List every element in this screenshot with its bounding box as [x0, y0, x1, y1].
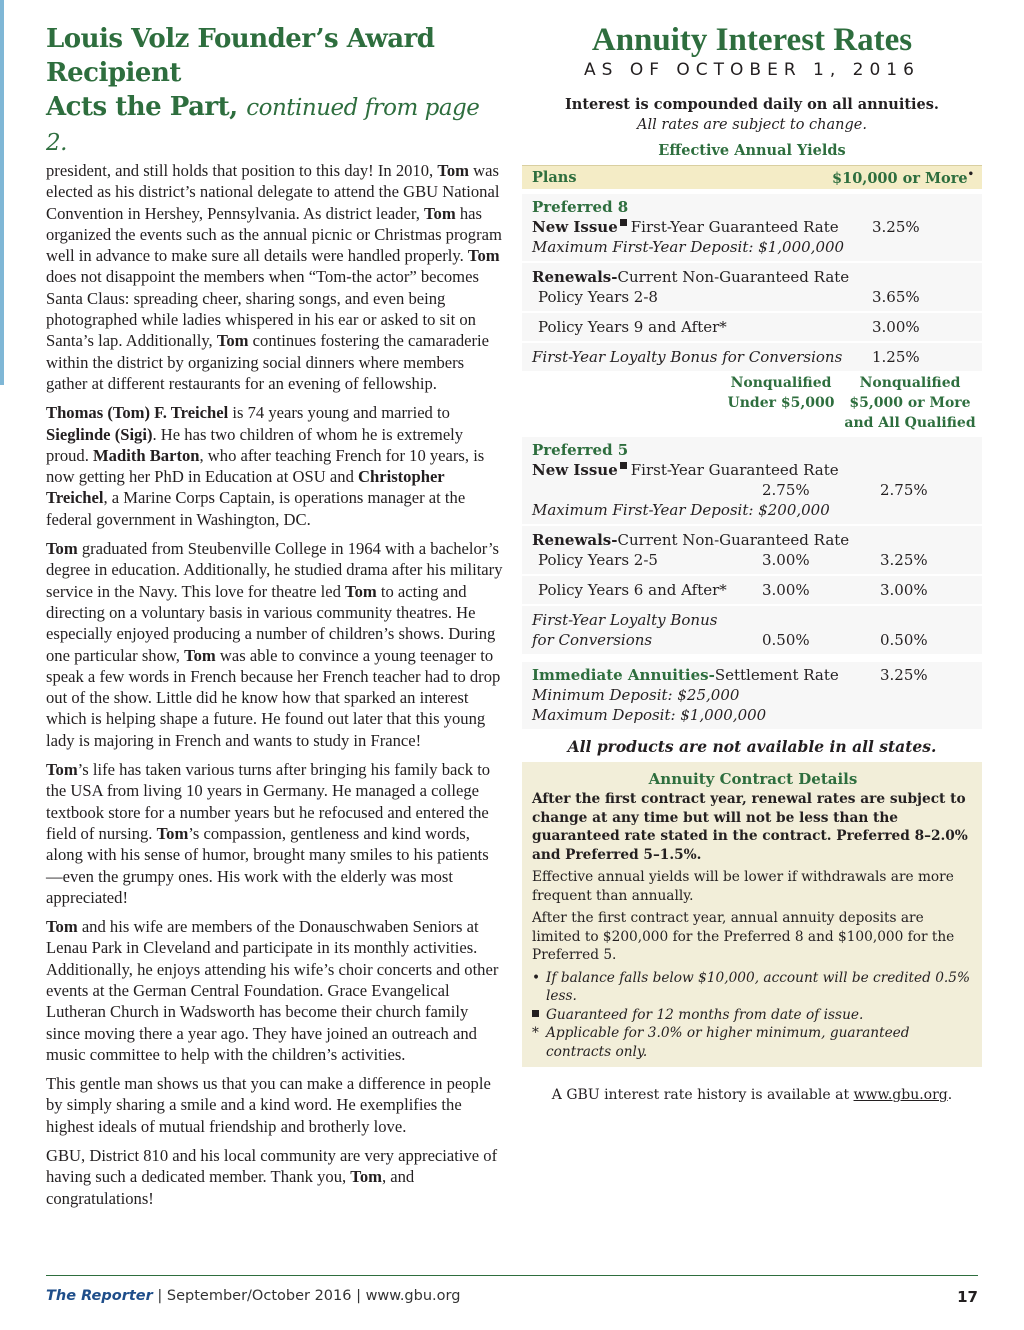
- text-run: was elected as his district’s national delegate to attend the GBU National Convention in Hershey, Pennsylvania. As district leader,: [46, 161, 500, 223]
- min-deposit: Minimum Deposit: $25,000: [532, 685, 740, 704]
- article-title: [46, 22, 504, 160]
- preferred-5-name: Preferred 5: [532, 440, 629, 459]
- text-run: is 74 years young and married to: [228, 403, 450, 423]
- bold-name: Tom: [424, 203, 456, 223]
- divider: [522, 261, 982, 263]
- rate-value: 3.25%: [872, 217, 920, 236]
- divider: [522, 604, 982, 606]
- table-row: Policy Years 9 and After* 3.00%: [538, 317, 920, 336]
- article-paragraph: [46, 538, 504, 751]
- bold-name: Tom: [46, 917, 78, 937]
- max-deposit: Maximum Deposit: $1,000,000: [532, 705, 767, 724]
- effective-yields-label: Effective Annual Yields: [658, 142, 846, 159]
- divider: [522, 524, 982, 526]
- footnote-asterisk: * Applicable for 3.0% or higher minimum, guaranteed contracts only.: [532, 1025, 910, 1060]
- text-run: was able to convince a young teenager to speak a few words in French because her French teacher had to drop out of the show. Little did he know how that sparked an interest which is helping shape a future. He found out later that this young lady is majoring in French and wants to study in France!: [46, 645, 501, 750]
- text-run: to acting and directing on a voluntary basis in various community theatres. He especially enjoyed producing a number of children’s shows. During one particular show,: [46, 581, 496, 665]
- compounded-note: Interest is compounded daily on all annuities.: [565, 96, 939, 113]
- table-row: Policy Years 2-8 3.65%: [538, 287, 920, 306]
- table-row: 2.75% 2.75%: [762, 480, 928, 499]
- publication-name: The Reporter: [46, 1288, 153, 1304]
- divider: [522, 311, 982, 313]
- table-header: [522, 165, 982, 189]
- bold-name: Tom: [156, 823, 189, 843]
- max-deposit: Maximum First-Year Deposit: $1,000,000: [532, 237, 845, 256]
- bold-name: Tom: [345, 581, 377, 601]
- preferred-8-block: [522, 194, 982, 371]
- square-bullet-icon: [620, 462, 627, 469]
- min-header: $10,000 or More•: [832, 169, 974, 187]
- bold-name: Tom: [46, 760, 78, 780]
- text-run: has organized the events such as the annual picnic or Christmas program well in advance to make sure all details were handled properly.: [46, 203, 502, 266]
- text-run: ’s life has taken various turns after bringing his family back to the USA from living 10 years in Germany. He managed a college textbook store for a number years but he refocused and entered the field of nursing.: [46, 760, 491, 843]
- rate-value: 3.25%: [880, 665, 928, 684]
- article-body: [46, 160, 504, 1209]
- table-row: Renewals-Current Non-Guaranteed Rate: [532, 267, 850, 286]
- left-accent-bar: [0, 0, 4, 385]
- text-run: continues fostering the camaraderie within the district by organizing social dinners where members gather at different restaurants for an evening of fellowship.: [46, 331, 490, 393]
- rate-value: 3.00%: [872, 317, 920, 336]
- availability-note: All products are not available in all states.: [567, 736, 937, 756]
- text-run: president, and still holds that position to this day! In 2010,: [46, 161, 438, 180]
- text-run: , a Marine Corps Captain, is operations manager at the federal government in Washington, DC.: [46, 488, 466, 529]
- details-title: Annuity Contract Details: [648, 769, 858, 788]
- table-row: Renewals-Current Non-Guaranteed Rate: [532, 530, 850, 549]
- bold-name: Christopher Treichel: [46, 467, 445, 508]
- article-paragraph: [46, 402, 504, 530]
- rate-value: 1.25%: [872, 347, 920, 366]
- details-p3: After the first contract year, annual annuity deposits are limited to $200,000 for the Preferred 8 and $100,000 for the Preferred 5.: [532, 910, 955, 964]
- table-row: for Conversions 0.50% 0.50%: [532, 630, 928, 649]
- text-run: ’s compassion, gentleness and kind words, along with his sense of humor, brought many smiles to his patients—even the grumpy ones. His work with the elderly was most appreciated!: [46, 823, 489, 907]
- max-deposit: Maximum First-Year Deposit: $200,000: [532, 500, 830, 519]
- table-row: First-Year Loyalty Bonus for Conversions 1.25%: [532, 347, 920, 366]
- text-run: This gentle man shows us that you can make a difference in people by simply sharing a smile and a kind word. He exemplifies the highest ideals of mutual friendship and brotherly love.: [46, 1074, 491, 1136]
- table-row: New Issue First-Year Guaranteed Rate 3.25%: [532, 217, 920, 236]
- issue-info: | September/October 2016 | www.gbu.org: [152, 1288, 461, 1304]
- text-run: . He has two children of whom he is extremely proud.: [46, 424, 464, 465]
- rates-title: Annuity Interest Rates: [591, 22, 913, 58]
- bold-name: Tom: [437, 161, 469, 180]
- immediate-annuities-block: [522, 662, 982, 729]
- square-bullet-icon: [620, 219, 627, 226]
- article-column: [46, 22, 504, 1217]
- text-run: , and congratulations!: [46, 1167, 415, 1208]
- bold-name: Tom: [46, 539, 78, 559]
- table-row: Immediate Annuities-Settlement Rate 3.25%: [532, 665, 928, 684]
- bold-name: Tom: [467, 246, 500, 266]
- title-line-2: Acts the Part,: [46, 92, 238, 122]
- text-run: and his wife are members of the Donauschwaben Seniors at Lenau Park in Cleveland and participate in its monthly activities. Additionally, he enjoys attending his wife’s choir concerts and other events at the German Central Foundation. Grace Evangelical Lutheran Church in Wadsworth has become their church family since moving there a year ago. They have joined an outreach and music committee to help with the children’s activities.: [46, 917, 499, 1064]
- footnote-bullet: • If balance falls below $10,000, account will be credited 0.5% less.: [532, 969, 970, 1005]
- bold-name: Sieglinde (Sigi): [46, 424, 153, 444]
- article-paragraph: [46, 1073, 504, 1137]
- plans-header: Plans: [532, 169, 577, 186]
- title-line-1: Louis Volz Founder’s Award Recipient: [46, 24, 435, 88]
- bold-name: Tom: [350, 1167, 382, 1187]
- rate-history-note: A GBU interest rate history is available at www.gbu.org.: [551, 1087, 953, 1104]
- details-p2: Effective annual yields will be lower if withdrawals are more frequent than annually.: [532, 869, 954, 904]
- bold-name: Madith Barton: [93, 445, 200, 465]
- details-p1: After the first contract year, renewal rates are subject to change at any time but will not be less than the guaranteed rate stated in the contract. Preferred 8–2.0% and Preferred 5–1.5%.: [532, 791, 968, 863]
- table-row: First-Year Loyalty Bonus: [532, 610, 718, 629]
- divider: [522, 341, 982, 343]
- bold-name: Tom: [216, 331, 249, 351]
- subject-to-change-note: All rates are subject to change.: [637, 117, 867, 133]
- contract-details: [522, 762, 982, 1068]
- rate-value: 3.65%: [872, 287, 920, 306]
- preferred-5-block: [522, 437, 982, 654]
- article-paragraph: [46, 759, 504, 908]
- page-footer: [46, 1275, 978, 1306]
- table-row: Policy Years 2-5 3.00% 3.25%: [538, 550, 928, 569]
- bold-name: Tom: [184, 645, 216, 665]
- gbu-link[interactable]: www.gbu.org: [853, 1087, 948, 1104]
- text-run: does not disappoint the members when “Tom-the actor” becomes Santa Claus: spreading cheer, sharing songs, and even being photographed while ladies whispered in his ear or asked to sit on Santa’s lap. Additionally,: [46, 267, 479, 351]
- text-run: GBU, District 810 and his local community are very appreciative of having such a dedicated member. Thank you,: [46, 1146, 498, 1187]
- rates-date: AS OF OCTOBER 1, 2016: [584, 60, 920, 80]
- bullet-mark: •: [967, 169, 974, 180]
- article-paragraph: [46, 916, 504, 1065]
- bold-name: Thomas (Tom) F. Treichel: [46, 403, 229, 423]
- text-run: graduated from Steubenville College in 1964 with a bachelor’s degree in education. Additionally, he studied drama after his military service in the Navy. This love for theatre led: [46, 539, 503, 601]
- page-number: 17: [957, 1288, 978, 1306]
- divider: [522, 574, 982, 576]
- preferred-8-name: Preferred 8: [532, 197, 629, 216]
- continued-note: continued from page 2.: [46, 95, 480, 156]
- rates-column: [522, 22, 982, 1103]
- article-paragraph: [46, 1145, 504, 1209]
- table-row: New Issue First-Year Guaranteed Rate: [532, 460, 839, 479]
- square-bullet-icon: [532, 1010, 539, 1017]
- text-run: , who after teaching French for 10 years, is now getting her PhD in Education at OSU and: [46, 445, 485, 487]
- column-headers: Nonqualified Under $5,000 Nonqualified $5,000 or More and All Qualified: [727, 374, 976, 431]
- footnote-square: Guaranteed for 12 months from date of issue.: [532, 1006, 974, 1025]
- table-row: Policy Years 6 and After* 3.00% 3.00%: [538, 580, 928, 599]
- article-paragraph: [46, 160, 504, 394]
